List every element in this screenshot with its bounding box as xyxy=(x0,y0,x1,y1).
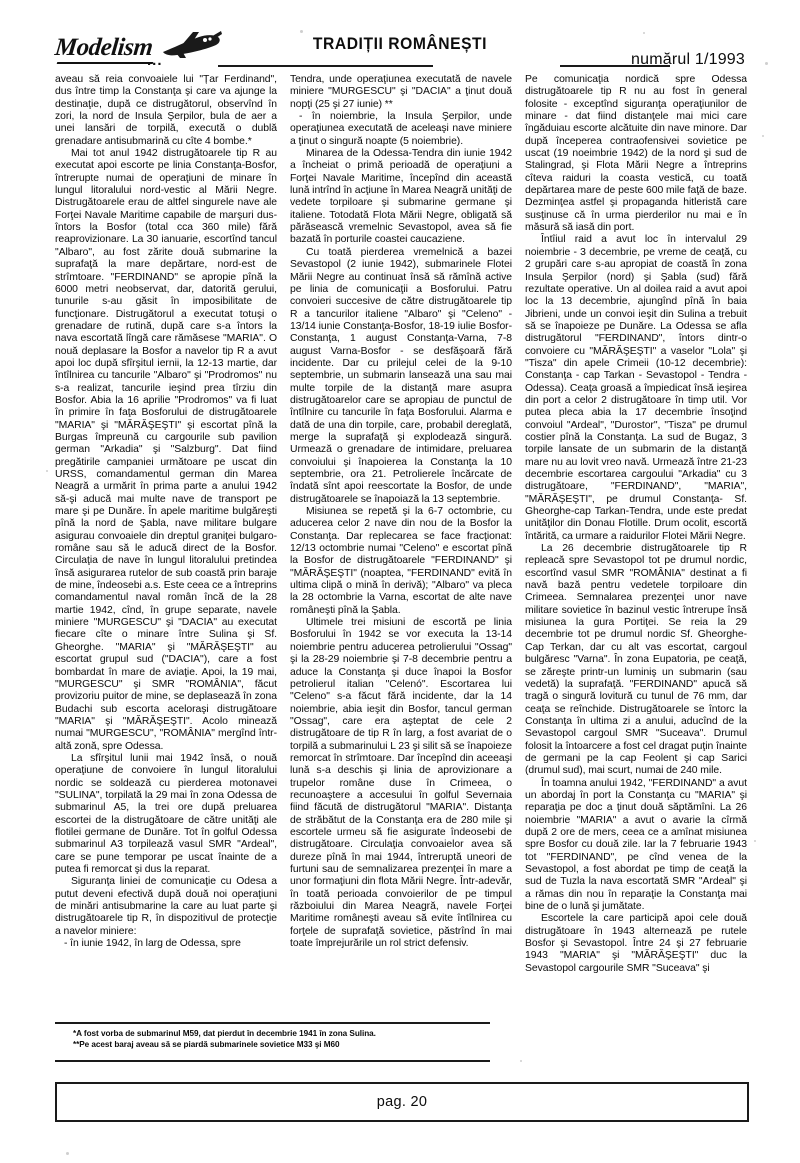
footnote: **Pe acest baraj aveau să se piardă submarinele sovietice M33 şi M60 xyxy=(73,1040,340,1050)
paragraph: Pe comunicaţia nordică spre Odessa distrugătoarele tip R nu au fost în general folosite - exceptînd siguranţa operaţiunilor de minare - dat fiind distanţele mai mici care îngăduiau escorte alcătuite din nave minore. Dar după începerea contraofensivei sovietice pe uscat (19 noeimbrie 1942) de la nord şi sud de Stalingrad, şi Flota Mării Negre a întreprins cîteva raiduri la coasta vestică, cu toată depărtarea mare de peste 600 mile faţă de baze. Dezminţea astfel şi propaganda hitleristă care susţinuse că în urma pierderilor nu mai e în măsură să iasă din port. xyxy=(525,74,747,234)
paragraph: Escortele la care participă apoi cele două distrugătoare în 1943 alternează pe rutele Bosfor şi Sevastopol. Între 24 şi 27 februarie 1943 "MARIA" şi "MĂRĂŞEŞTI" duc la Sevastopol cargourile SMR "Suceava" şi xyxy=(525,913,747,974)
text-column-1 xyxy=(55,74,277,975)
paragraph: În toamna anului 1942, "FERDINAND" a avut un abordaj în port la Constanţa cu "MARIA" şi reparaţia pe doc a ţinut două săptămîni. La 26 noiembrie "MARIA" a avut o avarie la cîrmă după 2 ore de mers, ceea ce a amînat misiunea spre Bosfor cu două zile. Iar la 7 februarie 1943 tot "FERDINAND", pe cînd venea de la Sevastopol, a fost abordat pe timp de ceaţă la sud de Tuzla la nava escortată SMR "Ardeal" şi a rămas din nou în reparaţie la Constanţa mai bine de o lună şi jumătate. xyxy=(525,777,747,913)
issue-number: numărul 1/1993 xyxy=(631,51,745,68)
paragraph: Minarea de la Odessa-Tendra din iunie 1942 a încheiat o primă perioadă de operaţiuni a Forţei Navale Maritime, începînd din această lună intrînd în acţiune în Marea Neagră unităţi de vedete torpiloare şi submarine germane şi italiene. Totodată Flota Mării Negre, obligată să părăsească vremelnic Sevastopol, avea să fie bazată în porturile coastei caucaziene. xyxy=(290,148,512,246)
scan-speck xyxy=(300,30,303,33)
logo-wordmark: Modelism xyxy=(53,34,154,61)
footnote: *A fost vorba de submarinul M59, dat pierdut în decembrie 1941 în zona Sulina. xyxy=(73,1029,376,1038)
scan-speck xyxy=(46,470,48,472)
masthead xyxy=(55,34,745,74)
paragraph: La 26 decembrie distrugătoarele tip R repleacă spre Sevastopol tot pe drumul nordic, escortînd vasul SMR "ROMÂNIA" destinat a fi navă bază pentru vedetele torpiloare din Crimeea. Semnalarea prezenţei unor nave militare sovietice în bazinul vestic întrerupe însă misiunea la gura Portiţei. Se reia la 29 decembrie tot pe drumul nordic Sf. Gheorghe-Cap Terkan, dar cu alt vas escortat, cargoul bulgăresc "Varna". În zona Eupatoria, pe ceaţă, se zăreşte printr-un luminiş un submarin (sau vedetă) la suprafaţă. "FERDINAND" apucă să tragă o singură lovitură cu tunul de 76 mm, dar ceaţa se reînchide. Distrugătoarele se întorc la Constanţa în ultima zi a anului, aducînd de la Sevastopol cargoul SMR "Suceava". Drumul folosit la întoarcere a fost cel dragat puţin înainte de germani pe la cap Feolent şi cap Sarici (drumul sud), mai scurt, numai de 240 mile. xyxy=(525,543,747,777)
paragraph: Mai tot anul 1942 distrugătoarele tip R au executat apoi escorte pe linia Constanţa-Bosfor, întrerupte numai de operaţiuni de minare în lungul litoralului nord-vestic al Mării Negre. Distrugătoarele erau de altfel singurele nave ale Forţei Navale Maritime capabile de marşuri dus-întors la Bosfor (total cca 360 mile) fără reaprovizionare. La 30 ianuarie, escortînd tancul "Albaro", au fost zărite două submarine la suprafaţă la mare depărtare, nord-est de strîmtoare. "FERDINAND" se apropie pînă la 6000 metri neobservat, dar, datorită gerului, tunurile s-au găsit în imposibilitate de funcţionare. Distrugătorul a executat totuşi o grenadare de rutină, după care s-a întors la nava escortată lîngă care rămăsese "MARIA". O nouă deplasare la Bosfor a navelor tip R a avut apoi loc după sfîrşitul iernii, la 12-13 martie, dar întîlnirea cu tancurile "Albaro" şi "Prodromos" nu s-a realizat, tancurile ieşind prea tîrziu din Bosfor. Abia la 16 aprilie "Prodromos" va fi luat în primire în faţa Bosforului de distrugătoarele "MARIA" şi "MĂRĂŞEŞTI" şi escortat pînă la Burgas împreună cu cargourile sub pavilion german "Arkadia" şi "Salzburg". Dat fiind pregătirile campaniei următoare pe uscat din URSS, comandamentul german din Marea Neagră a urmărit în prima parte a anului 1942 să-şi aducă mai multe nave de transport pe mare şi pe Dunăre. În apele maritime bulgăreşti pînă la nord de Şabla, nave militare bulgare asigurau convoaiele din dreptul graniţei bulgaro-române sau să le aducă direct de la Bosfor. Circulaţia de nave în lungul litoralului pretindea însă asigurarea rutelor de sub coastă prin baraje de mine, îndeosebi a.s. Este ceea ce a întreprins comandamentul naval român încă de la 28 martie 1942, cînd, în grupe separate, navele miniere "MURGESCU" şi "DACIA" au executat fiecare cîte o minare între Sulina şi Sf. Gheorghe. "MARIA" şi "MĂRĂŞEŞTI" au escortat grupul sud ("DACIA"), care a fost bombardat în mare de aviaţie. Apoi, la 19 mai, "MURGESCU" şi SMR "ROMÂNIA", făcut provizoriu puitor de mine, se deplasează în zona Budachi sub escorta aceloraşi distrugătoare "MARIA" şi "MĂRĂŞEŞTI". Acolo minează numai "MURGESCU", "ROMÂNIA" mergînd într-altă zonă, spre Odessa. xyxy=(55,148,278,752)
scan-speck xyxy=(765,62,768,65)
paragraph: Întîiul raid a avut loc în intervalul 29 noiembrie - 3 decembrie, pe vreme de ceaţă, cu 2 grupări care s-au apropiat de coastă în zona Insula Şerpilor (nord) şi Şabla (sud) fără rezultate operative. Un al doilea raid a avut apoi loc la 13 decembrie, ajungînd pînă în baia Jibrieni, unde un convoi ieşit din Sulina a trebuit să se înapoieze pe Dunăre. La Odessa se afla distrugătorul "FERDINAND", întors dintr-o convoiere cu "MĂRĂŞEŞTI" a vaselor "Lola" şi "Tisza" din apele Crimeii (10-12 decembrie): Constanţa - cap Tarkan - Sevastopol - Tendra - Odessa). Ceaţa groasă a împiedicat însă ieşirea din port a celor 2 distrugătoare în timp util. Vor putea pleca abia la 17 decembrie însoţind convoiul "Ardeal", "Durostor", "Tisza" pe drumul costier pînă la Constanţa. La sud de Bugaz, 3 torpile lansate de un submarin de la distanţă mare nu au lovit vreo navă. Urmează între 21-23 decembrie escortarea cargoului "Arkadia" cu 3 distrugătoare, "FERDINAND", "MARIA", "MĂRĂŞEŞTI", pe drumul Constanţa- Sf. Gheorghe-cap Tarkan-Tendra, unde este predat unităţilor din Donau Flotille. Drum ocolit, escortă întărită, ca urmare a raidurilor Flotei Mării Negre. xyxy=(525,234,747,542)
masthead-rule-left xyxy=(218,65,433,67)
page-number: pag. 20 xyxy=(376,1094,428,1110)
paragraph: Tendra, unde operaţiunea executată de navele miniere "MURGESCU" şi "DACIA" a ţinut două nopţi (25 şi 27 iunie) ** xyxy=(290,74,512,110)
scan-speck xyxy=(754,840,756,842)
article-body xyxy=(55,74,747,975)
scan-speck xyxy=(762,135,764,137)
paragraph: La sfîrşitul lunii mai 1942 însă, o nouă operaţiune de convoiere în lungul litoralului nordic se soldează cu pierderea motonavei "SULINA", torpilată la 29 mai în zona Odessa de submarinul A5, la trei ore după preluarea escortei de la distrugătoare de către unităţi ale flotilei germane de Dunăre. Tot în golful Odessa submarinul A3 torpilează vasul SMR "Ardeal", care se pune temporar pe uscat înainte de a putea fi remorcat şi dus la reparat. xyxy=(55,752,277,875)
scan-speck xyxy=(66,1152,69,1155)
text-column-3 xyxy=(525,74,747,975)
scan-speck xyxy=(643,32,645,34)
footnote-block xyxy=(55,1022,510,1062)
paragraph: Misiunea se repetă şi la 6-7 octombrie, cu aducerea celor 2 nave din nou de la Bosfor la Constanţa. Dar replecarea se face fracţionat: 12/13 octombrie numai "Celeno" e escortat pînă la Bosfor de distrugătoarele "FERDINAND" şi "MĂRĂŞEŞTI" (noaptea, "FERDINAND" evită în ultima clipă o mină în derivă); "Albaro" va pleca la 28 octombrie la Varna, escortat de alte nave româneşti pînă la Şabla. xyxy=(290,506,512,616)
paragraph: Ultimele trei misiuni de escortă pe linia Bosforului în 1942 se vor executa la 13-14 noiembrie pentru aducerea petrolierului "Ossag" şi la 28-29 noiembrie şi 7-8 decembrie pentru a aduce la Constanţa şi duce înapoi la Bosfor petrolierul italian "Celenó". Escortarea lui "Celeno" s-a făcut fără incidente, dar la 14 noiembrie, abia ieşit din Bosfor, tancul german "Ossag", care era aşteptat de cele 2 distrugătoare de tip R în larg, a fost avariat de o torpilă a submarinului L 23 şi silit să se înapoieze remorcat în strîmtoare. Dar începînd din aceeaşi lună s-a deschis şi linia de aprovizionare a trupelor române duse în Crimeea, o recunoaştere a accesului în golful Severnaia fiind făcută de distrugătorul "MARIA". Distanţa de străbătut de la Constanţa era de 280 mile şi escortele urmeu să fie asigurate îndeosebi de distrugătoare. Circulaţia convoaielor avea să dureze pînă în mai 1944, întreruptă uneori de furtuni sau de semnalizarea prezenţei în mare a unor formaţiuni din flota Mării Negre. Într-adevăr, în toată perioada convoierilor de pe timpul războiului din Marea Neagră, navele Forţei Maritime româneşti aveau să evite întîlnirea cu forţele de suprafaţă sovietice, păstrînd în mai toate împrejurările un rol strict defensiv. xyxy=(290,617,512,950)
scan-speck xyxy=(520,1060,522,1062)
footnote-rule-bottom xyxy=(55,1060,490,1062)
paragraph: Siguranţa liniei de comunicaţie cu Odesa a putut deveni efectivă după două noi operaţiuni de minări antisubmarine la care au luat parte şi distrugătoarele tip R, în dispozitivul de protecţie a navelor miniere: xyxy=(55,876,277,937)
paragraph: Cu toată pierderea vremelnică a bazei Sevastopol (2 iunie 1942), submarinele Flotei Mării Negre au continuat însă să rămînă active pe linia de comunicaţii a Bosforului. Patru convoieri succesive de către distrugătoarele tip R a tancurilor italiene "Albaro" şi "Celeno" - 13/14 iunie Constanţa-Bosfor, 18-19 iulie Bosfor-Constanţa, 1 august Constanţa-Varna, 7-8 august Varna-Bosfor - se desfăşoară fără incidente. Dar cu prilejul celei de la 9-10 septembrie, un submarin lansează una sau mai multe torpile de la distanţă mare asupra distrugătoarelor care se apropiau de punctul de întîlnire cu tancurile în faţa Bosforului. Alarma e dată de una din torpile, care, probabil dereglată, merge la suprafaţă şi explodează singură. Urmează o grenadare de intimidare, preluarea convoiului şi înapoierea la Constanţa la 10 septembrie, ora 21. Petrolierele încărcate de îndată sînt apoi reescortate la Bosfor, de unde distrugătoarele se înapoiază la 13 septembrie. xyxy=(290,246,512,505)
section-title: TRADIȚII ROMÂNEȘTI xyxy=(312,34,488,53)
paragraph: - în noiembrie, la Insula Şerpilor, unde operaţiunea executată de aceleaşi nave miniere a ţinut o singură noapte (5 noiembrie). xyxy=(290,111,512,147)
paragraph: - în iunie 1942, în larg de Odessa, spre xyxy=(64,938,241,950)
footnote-rule-top xyxy=(55,1022,490,1024)
paragraph: aveau să reia convoaiele lui "Țar Ferdinand", dus între timp la Constanţa şi care va ajunge la destinaţie, după ce distrugătorul, observînd în zori, la nord de Insula Şerpilor, bula de aer a unei lansări de torpilă, execută o dublă grenadare antisubmarină cu cîte 4 bombe.* xyxy=(55,74,277,147)
logo-underline xyxy=(57,62,154,64)
logo-dots: ... xyxy=(147,52,163,69)
page-number-box xyxy=(55,1082,749,1122)
text-column-2 xyxy=(290,74,512,975)
